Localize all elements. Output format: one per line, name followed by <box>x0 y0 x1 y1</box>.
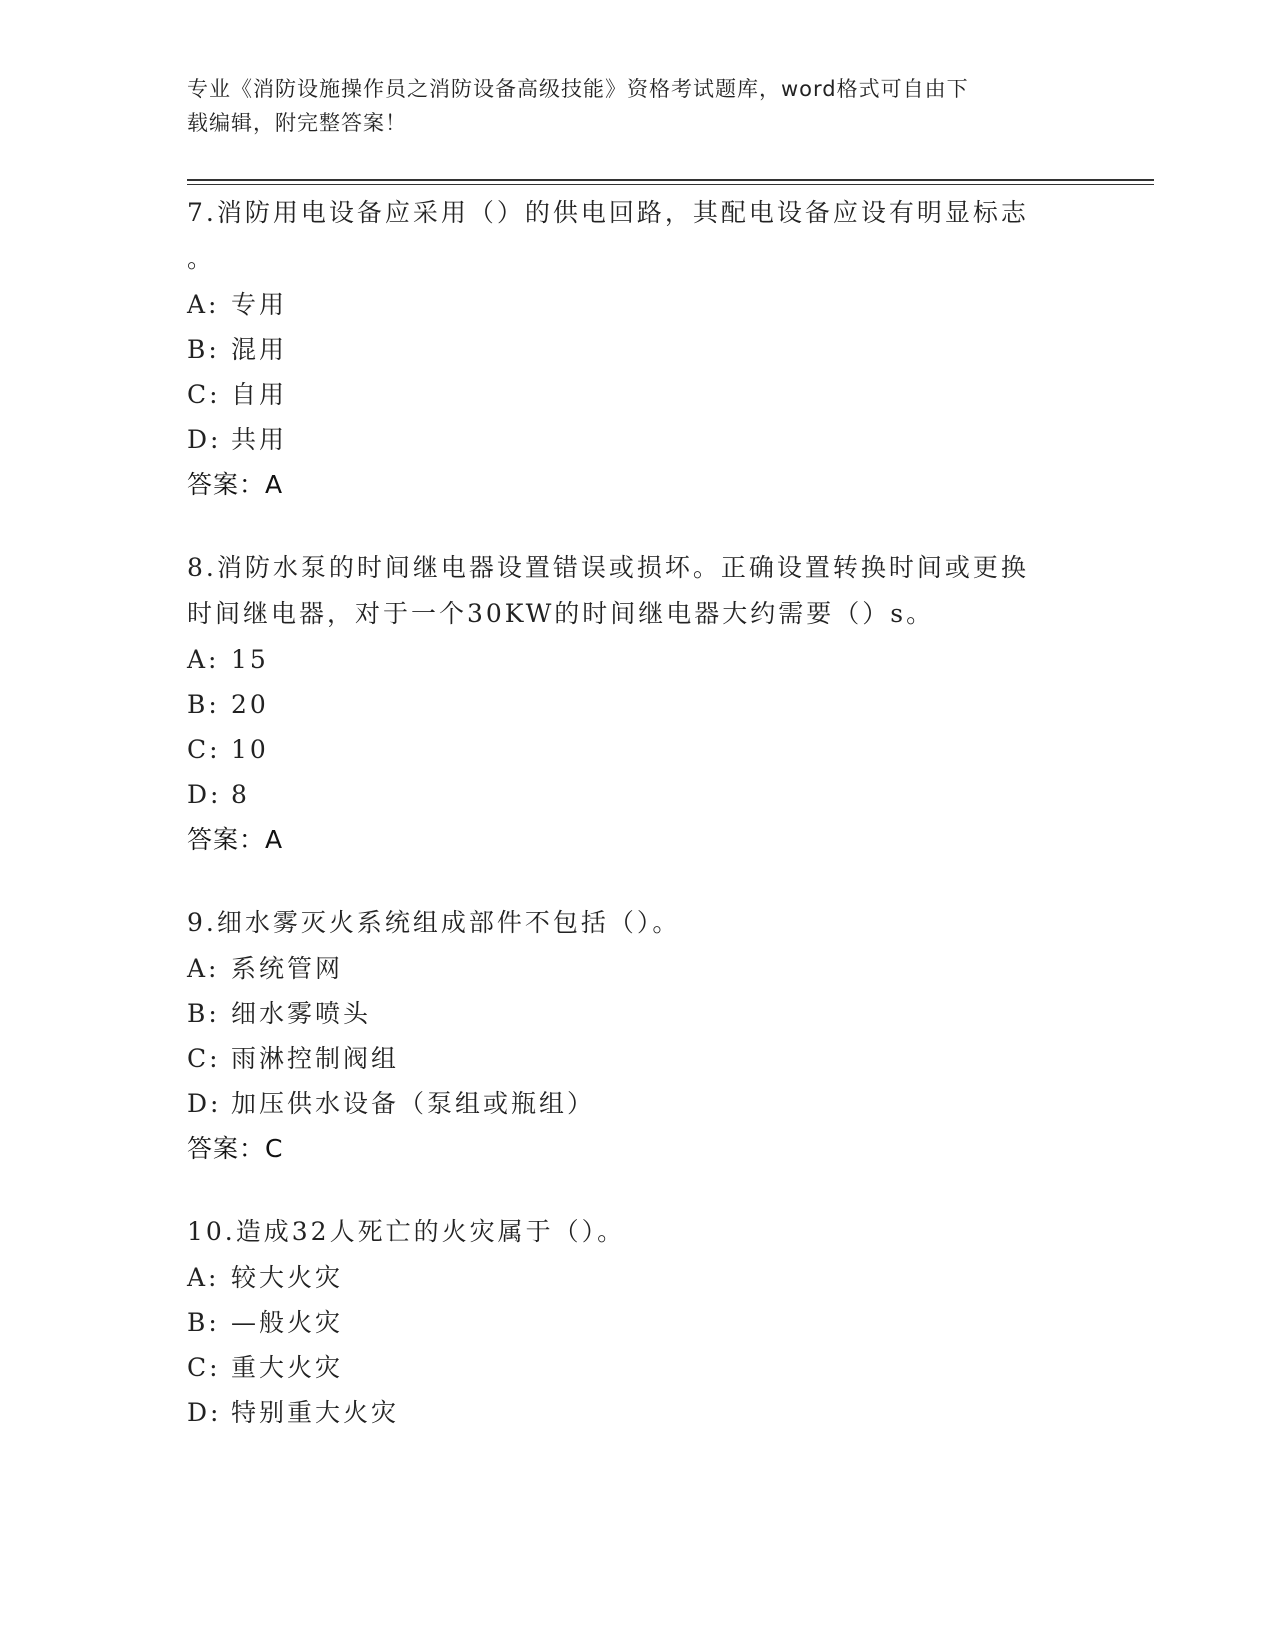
option-b <box>187 1300 1067 1345</box>
question-stem-continued: 时间继电器，对于一个30KW的时间继电器大约需要（）s。 <box>187 599 935 628</box>
option-c <box>187 372 1067 417</box>
option-letter: A: <box>187 1263 220 1292</box>
option-a <box>187 282 1067 327</box>
option-letter: D: <box>187 1398 222 1427</box>
answer-line: 答案：A <box>187 470 284 499</box>
option-text: 较大火灾 <box>231 1263 344 1292</box>
option-text: 细水雾喷头 <box>231 999 372 1028</box>
option-d <box>187 1390 1067 1435</box>
question-10 <box>187 1209 1067 1435</box>
option-letter: C: <box>187 1353 221 1382</box>
option-letter: C: <box>187 1044 221 1073</box>
option-text: 雨淋控制阀组 <box>231 1044 400 1073</box>
option-text: 20 <box>231 690 269 719</box>
question-stem: 9.细水雾灭火系统组成部件不包括（）。 <box>187 908 681 937</box>
option-d <box>187 772 1067 817</box>
option-d <box>187 1081 1067 1126</box>
option-d <box>187 417 1067 462</box>
header-divider-thick <box>187 179 1154 181</box>
option-letter: B: <box>187 335 220 364</box>
option-a <box>187 637 1067 682</box>
option-text: 混用 <box>231 335 288 364</box>
option-letter: D: <box>187 1089 222 1118</box>
option-text: 共用 <box>231 425 288 454</box>
option-letter: A: <box>187 645 220 674</box>
option-text: 15 <box>231 645 269 674</box>
option-c <box>187 727 1067 772</box>
option-text: 特别重大火灾 <box>231 1398 400 1427</box>
option-letter: A: <box>187 290 220 319</box>
option-letter: C: <box>187 380 221 409</box>
document-header <box>187 72 1067 140</box>
option-letter: C: <box>187 735 221 764</box>
option-letter: D: <box>187 425 222 454</box>
option-letter: B: <box>187 999 220 1028</box>
option-letter: D: <box>187 780 222 809</box>
option-text: 加压供水设备（泵组或瓶组） <box>231 1089 596 1118</box>
header-line-1: 专业《消防设施操作员之消防设备高级技能》资格考试题库，word格式可自由下 <box>187 77 969 101</box>
question-7 <box>187 190 1067 508</box>
answer-line: 答案：C <box>187 1134 284 1163</box>
option-letter: B: <box>187 1308 220 1337</box>
option-text: 自用 <box>231 380 288 409</box>
question-list <box>187 190 1067 1472</box>
option-b <box>187 327 1067 372</box>
option-c <box>187 1345 1067 1390</box>
question-8 <box>187 545 1067 863</box>
option-b <box>187 991 1067 1036</box>
option-text: 系统管网 <box>231 954 344 983</box>
answer-line: 答案：A <box>187 825 284 854</box>
option-text: —般火灾 <box>231 1308 344 1337</box>
header-divider-thin <box>187 184 1154 185</box>
option-c <box>187 1036 1067 1081</box>
option-a <box>187 1255 1067 1300</box>
question-stem: 8.消防水泵的时间继电器设置错误或损坏。正确设置转换时间或更换 <box>187 553 1029 582</box>
option-b <box>187 682 1067 727</box>
question-stem: 7.消防用电设备应采用（）的供电回路，其配电设备应设有明显标志 <box>187 198 1029 227</box>
option-text: 10 <box>231 735 269 764</box>
question-stem-continued: 。 <box>187 244 216 273</box>
header-line-2: 载编辑，附完整答案！ <box>187 111 407 135</box>
option-text: 重大火灾 <box>231 1353 344 1382</box>
option-letter: B: <box>187 690 220 719</box>
option-text: 8 <box>231 780 250 809</box>
option-text: 专用 <box>231 290 288 319</box>
question-stem: 10.造成32人死亡的火灾属于（）。 <box>187 1217 626 1246</box>
question-9 <box>187 900 1067 1172</box>
option-a <box>187 946 1067 991</box>
option-letter: A: <box>187 954 220 983</box>
